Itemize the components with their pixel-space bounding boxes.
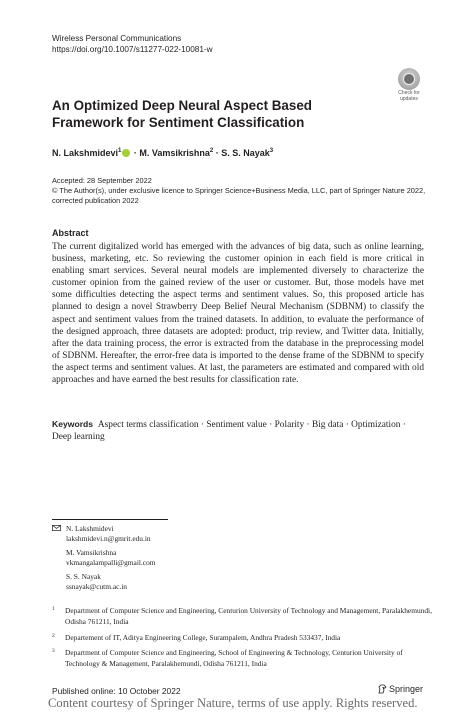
published-online: Published online: 10 October 2022 — [52, 686, 181, 696]
abstract-heading: Abstract — [52, 228, 89, 238]
contact-email[interactable]: ssnayak@cutm.ac.in — [66, 582, 127, 592]
contact-entry — [66, 572, 156, 593]
author-separator: · — [131, 148, 140, 158]
author-name[interactable]: S. S. Nayak — [221, 148, 270, 158]
courtesy-notice: Content courtesy of Springer Nature, terms of use apply. Rights reserved. — [48, 696, 418, 710]
badge-line1: Check for — [398, 90, 420, 96]
affiliation-number: 3 — [52, 648, 55, 654]
author-affil-ref: 1 — [118, 148, 122, 154]
affiliation-text: Department of Computer Science and Engineering, Centurion University of Technology and Management, Paralakhemundi, Odisha 761211, India — [65, 606, 432, 626]
springer-logo — [378, 684, 423, 694]
affiliation-text: Departement of IT, Aditya Engineering College, Surampalem, Andhra Pradesh 533437, India — [65, 633, 341, 642]
affiliation — [52, 648, 432, 669]
contact-list — [66, 524, 156, 595]
contact-name: M. Vamsikrishna — [66, 547, 117, 557]
contact-name: N. Lakshmidevi — [66, 524, 114, 533]
contact-email[interactable]: vkmangalampalli@gmail.com — [66, 558, 156, 568]
accepted-date: Accepted: 28 September 2022 — [52, 176, 152, 185]
envelope-icon — [52, 525, 61, 531]
author-affil-ref: 3 — [269, 148, 274, 154]
publication-dates — [52, 176, 432, 206]
springer-horse-icon — [378, 684, 387, 694]
publisher-name: Springer — [389, 684, 424, 694]
abstract-text: The current digitalized world has emerged with the advances of big data, such as online learning, business, marketing, etc. So reviewing the customer opinion in each field is more critical in enabling smart services. Several neural models are implemented diversely to characterize the customer opinion from the gained review of the user or customer. But, those models have met some difficulties detecting the aspect terms and sentiment values. So, this proposed article has planned to design a novel Strawberry Deep Belief Neural Mechanism (SDBNM) to classify the aspect and sentiment values from the trained datasets. In addition, to evaluate the performance of the designed approach, three datasets are adopted: product, trip review, and Twitter data. Initially, after the data training process, the error is extracted from the database in the preprocessing model of SDBNM. Hereafter, the error-free data is imported to the dense frame of the SDBNM to specify the aspect terms and sentiment values. At last, the parameters are estimated and compared with old approaches and have earned the best results for classification rate. — [52, 242, 424, 386]
paper-title: An Optimized Deep Neural Aspect Based Framework for Sentiment Classification — [52, 98, 312, 130]
keywords-label: Keywords — [52, 419, 94, 429]
author-name[interactable]: N. Lakshmidevi — [52, 148, 119, 158]
author-name[interactable]: M. Vamsikrishna — [139, 148, 210, 158]
journal-name: Wireless Personal Communications — [52, 34, 182, 43]
keywords-text: Aspect terms classification · Sentiment value · Polarity · Big data · Optimization · Deep learning — [52, 420, 406, 443]
affiliation-text: Department of Computer Science and Engineering, School of Engineering & Technology, Centurion University of Technology & Management, Paralakhemundi, Odisha 761211, India — [65, 648, 403, 668]
author-separator: · — [213, 148, 222, 158]
orcid-icon[interactable] — [122, 149, 130, 157]
contact-email[interactable]: lakshmidevi.n@gmrit.edu.in — [66, 534, 151, 544]
author-list — [52, 148, 273, 158]
affiliation-number: 2 — [52, 633, 55, 639]
doi-link[interactable]: https://doi.org/10.1007/s11277-022-10081-w — [52, 45, 213, 54]
contact-name: S. S. Nayak — [66, 571, 101, 581]
footnote-rule — [52, 519, 168, 520]
check-for-updates-icon — [398, 68, 420, 90]
copyright-notice: © The Author(s), under exclusive licence to Springer Science+Business Media, LLC, part of Springer Nature 2022, corrected publication 2022 — [52, 186, 426, 205]
contact-entry — [66, 524, 156, 545]
affiliation — [52, 633, 432, 644]
author-affil-ref: 2 — [209, 148, 214, 154]
keywords — [52, 418, 424, 444]
affiliation-number: 1 — [52, 606, 55, 612]
contact-entry — [66, 548, 156, 569]
badge-line2: updates — [400, 96, 418, 102]
journal-header — [52, 33, 213, 55]
check-for-updates-badge[interactable] — [393, 68, 425, 104]
affiliation — [52, 606, 432, 627]
